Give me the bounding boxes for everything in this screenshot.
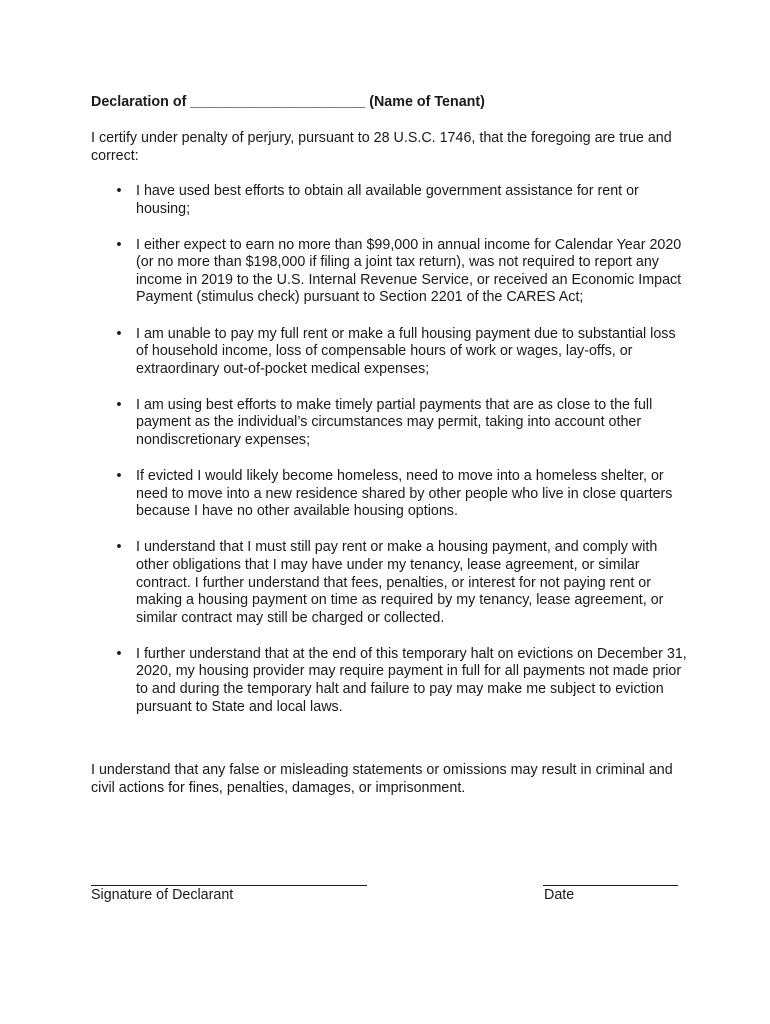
list-item: [91, 539, 691, 627]
bullet-text: If evicted I would likely become homeless, need to move into a homeless shelter, or need to move into a new residence shared by other people who live in close quarters because I have no other available housing options.: [136, 468, 673, 520]
date-line[interactable]: [543, 885, 678, 886]
date-label: Date: [544, 887, 575, 903]
bullet-icon: •: [116, 645, 122, 662]
list-item: [91, 326, 691, 379]
list-item: [91, 397, 691, 450]
signature-label: Signature of Declarant: [91, 887, 234, 903]
bullet-text: I am unable to pay my full rent or make a full housing payment due to substantial loss of household income, loss of compensable hours of work or wages, lay-offs, or extraordinary out-of-pocket medical expenses;: [136, 325, 676, 377]
document-title: Declaration of ______________________ (Name of Tenant): [91, 94, 485, 110]
list-item: [91, 646, 691, 716]
bullet-text: I understand that I must still pay rent or make a housing payment, and comply with other obligations that I may have under my tenancy, lease agreement, or similar contract. I further understand that fees, penalties, or interest for not paying rent or making a housing payment on time as required by my tenancy, lease agreement, or similar contract may still be charged or collected.: [136, 539, 664, 626]
bullet-text: I am using best efforts to make timely partial payments that are as close to the full payment as the individual’s circumstances may permit, taking into account other nondiscretionary expenses;: [136, 396, 653, 449]
declaration-bullet-list: [91, 183, 691, 735]
list-item: [91, 468, 691, 521]
bullet-text: I have used best efforts to obtain all available government assistance for rent or housing;: [136, 183, 639, 217]
bullet-icon: •: [116, 183, 122, 199]
signature-line[interactable]: [91, 885, 367, 886]
list-item: [91, 183, 691, 218]
bullet-icon: •: [116, 468, 122, 485]
bullet-icon: •: [116, 236, 122, 253]
closing-statement: I understand that any false or misleading statements or omissions may result in criminal and civil actions for fines, penalties, damages, or imprisonment.: [91, 762, 673, 796]
bullet-icon: •: [116, 396, 122, 413]
bullet-icon: •: [116, 325, 122, 342]
bullet-text: I further understand that at the end of this temporary halt on evictions on December 31, 2020, my housing provider may require payment in full for all payments not made prior to and during the temporary halt and failure to pay may make me subject to eviction pursuant to State and local laws.: [136, 645, 687, 715]
list-item: [91, 237, 691, 307]
bullet-icon: •: [116, 539, 122, 556]
bullet-text: I either expect to earn no more than $99,000 in annual income for Calendar Year 2020 (or no more than $198,000 if filing a joint tax return), was not required to report any income in 2019 to the U.S. Internal Revenue Service, or received an Economic Impact Payment (stimulus check) pursuant to Section 2201 of the CARES Act;: [136, 236, 682, 306]
certification-intro: I certify under penalty of perjury, pursuant to 28 U.S.C. 1746, that the foregoing are true and correct:: [91, 130, 672, 164]
